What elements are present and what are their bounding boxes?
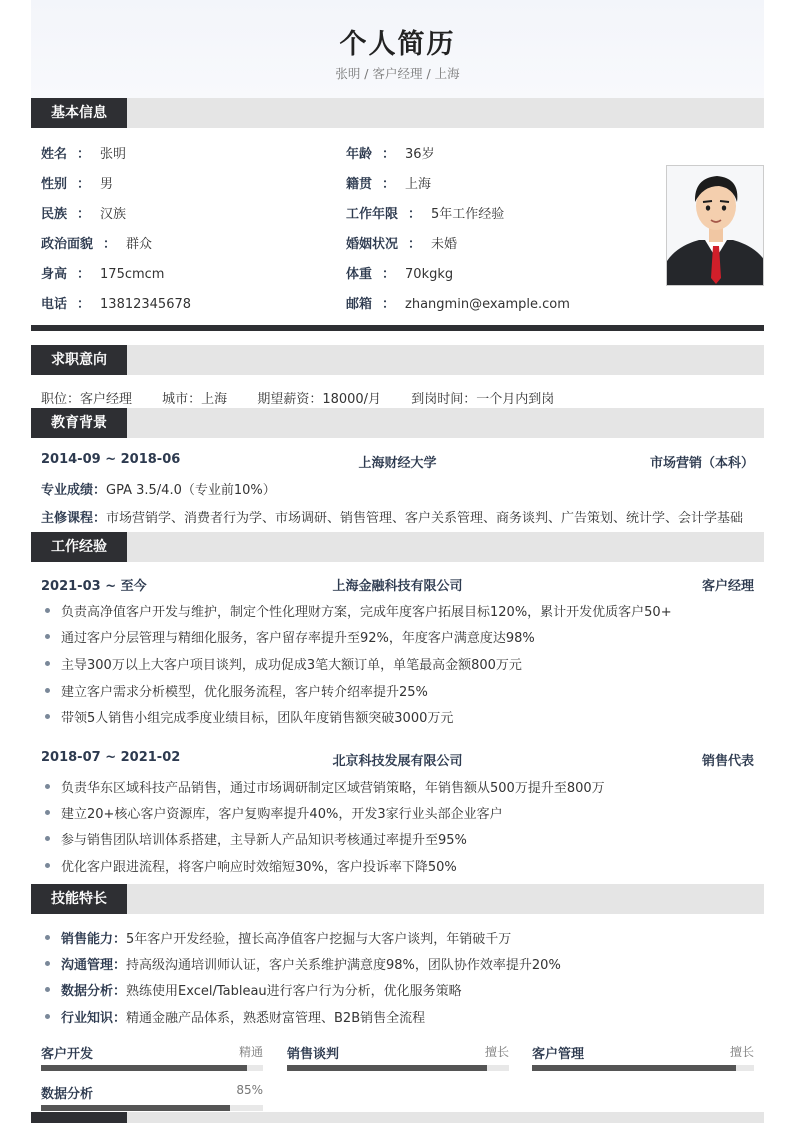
info-separator: ： [382,297,396,312]
profile-photo [666,165,764,286]
work-header-row [41,750,754,770]
info-value: 5年工作经验 [431,207,505,222]
info-value: 汉族 [100,207,127,222]
work-company: 上海金融科技有限公司 [332,579,463,594]
education-courses-label: 主修课程： [41,511,107,526]
education-grade [41,479,754,498]
section-title-basic-info: 基本信息 [31,98,127,128]
skill-bar-track [287,1065,509,1071]
skill-bar-item [532,1043,754,1073]
work-period: 2021-03 ~ 至今 [41,579,147,594]
work-bullet: 负责高净值客户开发与维护，制定个性化理财方案，完成年度客户拓展目标120%，累计开发优质客户50+ [41,601,754,620]
info-separator: ： [77,177,91,192]
info-separator: ： [103,237,117,252]
section-bar-education [31,408,764,438]
education-grade-label: 专业成绩： [41,483,107,498]
skill-bar-track [532,1065,754,1071]
info-row [41,233,661,253]
skill-item [41,954,754,973]
section-title-work: 工作经验 [31,532,127,562]
work-title: 客户经理 [701,579,754,594]
education-major: 市场营销（本科） [649,456,754,471]
info-value: 未婚 [431,237,458,252]
section-title-skills: 技能特长 [31,884,127,914]
info-separator: ： [77,297,91,312]
skill-bar-level: 擅长 [484,1045,509,1059]
info-separator: ： [408,237,422,252]
skill-bar-level: 85% [236,1083,263,1097]
info-value: 13812345678 [100,297,192,312]
info-row [41,203,661,223]
skill-bar-item [41,1043,263,1073]
work-company: 北京科技发展有限公司 [332,754,463,769]
info-row [41,293,661,313]
skill-item-value: 熟练使用Excel/Tableau进行客户行为分析，优化服务策略 [126,984,462,999]
skill-item-label: 数据分析： [61,984,127,999]
info-row [41,263,661,283]
work-header-row [41,575,754,595]
info-label: 婚姻状况 [346,237,399,252]
section-tag-next [31,1112,127,1123]
info-label: 身高 [41,267,68,282]
work-period: 2018-07 ~ 2021-02 [41,750,181,765]
info-label: 体重 [346,267,373,282]
info-value: 70kgkg [405,267,454,282]
skill-bar-name: 客户开发 [41,1047,94,1062]
info-value: 男 [100,177,114,192]
info-label: 民族 [41,207,68,222]
work-bullet: 带领5人销售小组完成季度业绩目标，团队年度销售额突破3000万元 [41,707,754,726]
work-title: 销售代表 [701,754,754,769]
info-value: zhangmin@example.com [405,297,570,312]
info-label: 姓名 [41,147,68,162]
skill-item-value: 持高级沟通培训师认证，客户关系维护满意度98%，团队协作效率提升20% [126,958,561,973]
work-bullet: 建立20+核心客户资源库，客户复购率提升40%，开发3家行业头部企业客户 [41,803,754,822]
work-bullet: 主导300万以上大客户项目谈判，成功促成3笔大额订单，单笔最高金额800万元 [41,654,754,673]
skill-item [41,1007,754,1026]
work-bullet: 参与销售团队培训体系搭建，主导新人产品知识考核通过率提升至95% [41,829,754,848]
education-grade-value: GPA 3.5/4.0（专业前10%） [106,483,276,498]
info-separator: ： [382,177,396,192]
skill-bar-track [41,1065,263,1071]
info-separator: ： [382,267,396,282]
skill-item-label: 销售能力： [61,932,127,947]
skill-bar-name: 数据分析 [41,1087,94,1102]
info-value: 175cmcm [100,267,165,282]
education-school: 上海财经大学 [358,456,437,471]
info-separator: ： [77,207,91,222]
page-title: 个人简历 [339,29,456,60]
skill-item [41,928,754,947]
skill-bar-track [41,1105,263,1111]
skill-bar-fill [287,1065,487,1071]
section-bar-next [31,1112,764,1123]
info-separator: ： [77,147,91,162]
skill-bar-fill [41,1105,230,1111]
info-label: 年龄 [346,147,373,162]
education-courses-value: 市场营销学、消费者行为学、市场调研、销售管理、客户关系管理、商务谈判、广告策划、统计学、会计学基础 [106,511,744,526]
info-separator: ： [408,207,422,222]
section-bar-basic-info [31,98,764,128]
info-label: 邮箱 [346,297,373,312]
education-courses [41,507,754,526]
section-bar-job-intent [31,345,764,375]
skill-bar-item [41,1083,263,1113]
info-label: 籍贯 [346,177,373,192]
info-separator: ： [382,147,396,162]
skill-item-value: 5年客户开发经验，擅长高净值客户挖掘与大客户谈判，年销破千万 [126,932,512,947]
skill-bar-name: 销售谈判 [287,1047,340,1062]
skill-bar-level: 精通 [238,1045,263,1059]
resume-header [31,0,764,98]
info-label: 电话 [41,297,68,312]
intent-availability: 到岗时间：一个月内到岗 [411,392,555,407]
info-row [41,143,661,163]
work-bullet: 负责华东区域科技产品销售，通过市场调研制定区域营销策略，年销售额从500万提升至800万 [41,777,754,796]
info-value: 群众 [126,237,153,252]
skill-bar-item [287,1043,509,1073]
page-subtitle: 张明 / 客户经理 / 上海 [335,66,460,81]
info-separator: ： [77,267,91,282]
info-value: 张明 [100,147,127,162]
info-value: 36岁 [405,147,435,162]
section-bar-skills [31,884,764,914]
divider-line [31,325,764,331]
education-period: 2014-09 ~ 2018-06 [41,452,181,467]
work-bullet: 通过客户分层管理与精细化服务，客户留存率提升至92%，年度客户满意度达98% [41,627,754,646]
work-bullet: 建立客户需求分析模型，优化服务流程，客户转介绍率提升25% [41,681,754,700]
section-bar-work [31,532,764,562]
info-label: 性别 [41,177,68,192]
info-row [41,173,661,193]
section-title-job-intent: 求职意向 [31,345,127,375]
intent-city: 城市：上海 [162,392,228,407]
intent-salary: 期望薪资：18000/月 [257,392,382,407]
skill-bar-fill [532,1065,736,1071]
skill-item [41,980,754,999]
skill-bar-fill [41,1065,247,1071]
info-value: 上海 [405,177,432,192]
intent-position: 职位：客户经理 [41,392,133,407]
skill-item-label: 沟通管理： [61,958,127,973]
resume-page [31,0,764,1123]
info-label: 工作年限 [346,207,399,222]
info-label: 政治面貌 [41,237,94,252]
section-title-education: 教育背景 [31,408,127,438]
education-header-row [41,452,754,472]
work-bullet: 优化客户跟进流程，将客户响应时效缩短30%，客户投诉率下降50% [41,856,754,875]
skill-item-value: 精通金融产品体系，熟悉财富管理、B2B销售全流程 [126,1011,426,1026]
skill-bar-name: 客户管理 [532,1047,585,1062]
skill-bar-level: 擅长 [729,1045,754,1059]
job-intent-line [41,388,580,407]
avatar-illustration-icon [667,166,764,286]
skill-item-label: 行业知识： [61,1011,127,1026]
